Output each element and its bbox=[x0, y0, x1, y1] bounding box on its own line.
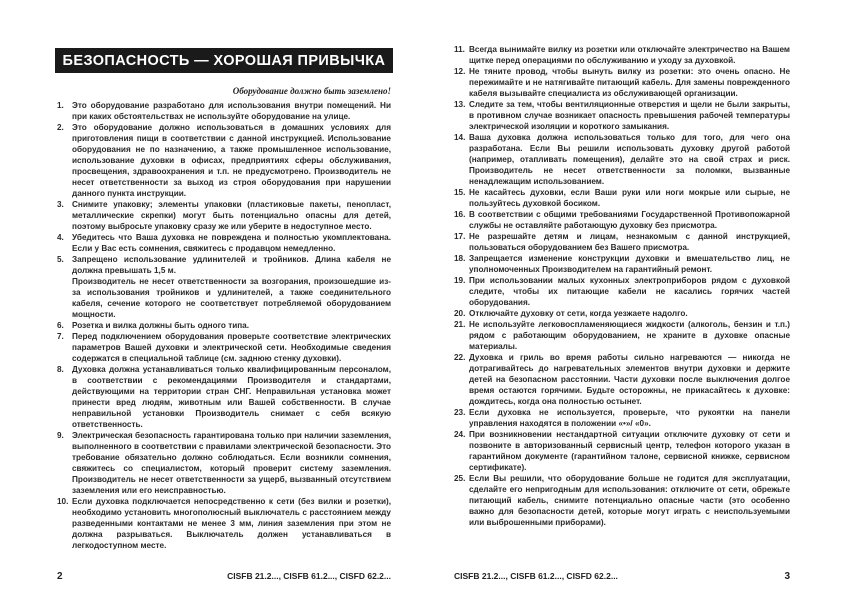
item-number: 2. bbox=[57, 123, 64, 132]
item-text: Это оборудование разработано для использования внутри помещений. Ни при каких обстоятельствах не используйте оборудование на улице. bbox=[72, 101, 391, 121]
item-text: Если Вы решили, что оборудование больше не годится для эксплуатации, сделайте его непригодным для использования: отключите от сети, обрежьте питающий кабель, снимите потенциально опасные части (это особенно важно для безопасности детей, которые могут играть с неиспользуемыми или выброшенными приборами). bbox=[469, 474, 790, 527]
item-text: Запрещено использование удлинителей и тройников. Длина кабеля не должна превышать 1,5 м. bbox=[72, 255, 391, 275]
safety-list bbox=[57, 100, 391, 551]
safety-item bbox=[454, 187, 790, 209]
item-text-block bbox=[469, 473, 790, 528]
grounding-warning: Оборудование должно быть заземлено! bbox=[232, 86, 391, 96]
item-text: В соответствии с общими требованиями Государственной Противопожарной службы не оставляйте работающую духовку без присмотра. bbox=[469, 210, 790, 230]
page-footer bbox=[454, 564, 790, 583]
item-number: 23. bbox=[454, 408, 466, 417]
item-text-block bbox=[469, 44, 790, 66]
item-number: 21. bbox=[454, 320, 466, 329]
safety-item bbox=[57, 430, 391, 496]
safety-item bbox=[454, 44, 790, 66]
safety-item bbox=[57, 232, 391, 254]
model-numbers: CISFB 21.2..., CISFB 61.2..., CISFD 62.2... bbox=[227, 571, 391, 581]
item-text-block bbox=[469, 231, 790, 253]
item-text: Не тяните провод, чтобы вынуть вилку из розетки: это очень опасно. Не пережимайте и не натягивайте питающий кабель. Для замены поврежденного кабеля вызывайте специалиста из обслуживающей организации. bbox=[469, 67, 790, 98]
item-number: 25. bbox=[454, 474, 466, 483]
item-number: 19. bbox=[454, 276, 466, 285]
item-number: 13. bbox=[454, 100, 466, 109]
safety-item bbox=[454, 253, 790, 275]
item-number: 1. bbox=[57, 101, 64, 110]
item-text: Не разрешайте детям и лицам, незнакомым с данной инструкцией, пользоваться оборудованием без Вашего присмотра. bbox=[469, 232, 790, 252]
item-text-block bbox=[469, 308, 790, 319]
item-text: Если духовка подключается непосредственно к сети (без вилки и розетки), необходимо установить многополюсный выключатель с расстоянием между разведенными контактами не менее 3 мм, линия заземления при этом не должна разрываться. Выключатель должен устанавливаться в легкодоступном месте. bbox=[72, 497, 391, 550]
safety-item bbox=[454, 209, 790, 231]
item-text: Всегда вынимайте вилку из розетки или отключайте электричество на Вашем щитке перед операциями по обслуживанию и уходу за духовкой. bbox=[469, 45, 790, 65]
item-text-block bbox=[469, 132, 790, 187]
item-text: Розетка и вилка должны быть одного типа. bbox=[72, 321, 250, 330]
item-number: 10. bbox=[57, 497, 69, 506]
item-text-block bbox=[469, 66, 790, 99]
safety-item bbox=[454, 275, 790, 308]
safety-item bbox=[57, 496, 391, 551]
item-text-block bbox=[469, 209, 790, 231]
safety-list bbox=[454, 44, 790, 528]
item-number: 22. bbox=[454, 353, 466, 362]
item-number: 18. bbox=[454, 254, 466, 263]
item-text-block bbox=[72, 100, 391, 122]
item-text-block bbox=[469, 275, 790, 308]
item-text: Убедитесь что Ваша духовка не повреждена и полностью укомплектована. Если у Вас есть сомнения, свяжитесь с продавцом немедленно. bbox=[72, 233, 391, 253]
item-text: Это оборудование должно использоваться в домашних условиях для приготовления пищи в соответствии с данной инструкцией. Использование оборудования не по назначению, а также промышленное использование, использование духовки в офисах, предприятиях сферы обслуживания, просвещения, здравоохранения и т.п. не предусмотрено. Производитель не несет ответственности за выход из строя оборудования при нарушении данного пункта инструкции. bbox=[72, 123, 391, 198]
item-text: Духовка должна устанавливаться только квалифицированным персоналом, в соответствии с рекомендациями Производителя и стандартами, действующими на территории стран СНГ. Неправильная установка может принести вред людям, животным или Вашей собственности. В случае неправильной установки Производитель снимает с себя всякую ответственность. bbox=[72, 365, 391, 429]
item-text: Не используйте легковоспламеняющиеся жидкости (алкоголь, бензин и т.п.) рядом с работающим оборудованием, не храните в духовке опасные материалы. bbox=[469, 320, 790, 351]
item-number: 8. bbox=[57, 365, 64, 374]
item-text: При использовании малых кухонных электроприборов рядом с духовкой следите, чтобы их питающие кабели не касались горячих частей оборудования. bbox=[469, 276, 790, 307]
item-number: 14. bbox=[454, 133, 466, 142]
item-number: 4. bbox=[57, 233, 64, 242]
right-page bbox=[421, 0, 842, 595]
item-text-block bbox=[72, 320, 391, 331]
safety-item bbox=[57, 100, 391, 122]
safety-item bbox=[57, 122, 391, 199]
item-text-block bbox=[72, 122, 391, 199]
item-text: При возникновении нестандартной ситуации отключите духовку от сети и позвоните в авторизованный сервисный центр, телефон которого указан в гарантийном документе (гарантийном талоне, сервисной книжке, сервисном сертификате). bbox=[469, 430, 790, 472]
item-number: 17. bbox=[454, 232, 466, 241]
item-text: Перед подключением оборудования проверьте соответствие электрических параметров Вашей духовки и электрической сети. Необходимые сведения содержатся в специальной таблице (см. заднюю стенку духовки). bbox=[72, 332, 391, 363]
item-text: Не касайтесь духовки, если Ваши руки или ноги мокрые или сырые, не пользуйтесь духовкой босиком. bbox=[469, 188, 790, 208]
safety-item bbox=[454, 308, 790, 319]
item-number: 7. bbox=[57, 332, 64, 341]
safety-item bbox=[57, 320, 391, 331]
safety-item bbox=[454, 407, 790, 429]
safety-item bbox=[454, 231, 790, 253]
item-number: 5. bbox=[57, 255, 64, 264]
item-number: 9. bbox=[57, 431, 64, 440]
item-text-block bbox=[469, 253, 790, 275]
item-text-block bbox=[72, 430, 391, 496]
item-text: Запрещается изменение конструкции духовки и вмешательство лиц, не уполномоченных Производителем на гарантийный ремонт. bbox=[469, 254, 790, 274]
item-number: 12. bbox=[454, 67, 466, 76]
item-number: 15. bbox=[454, 188, 466, 197]
safety-item bbox=[57, 254, 391, 320]
page-number: 2 bbox=[57, 571, 63, 582]
item-text-block bbox=[469, 429, 790, 473]
page-number: 3 bbox=[784, 571, 790, 582]
item-text-block bbox=[469, 99, 790, 132]
safety-item bbox=[57, 199, 391, 232]
item-number: 20. bbox=[454, 309, 466, 318]
item-text-block bbox=[72, 232, 391, 254]
item-text: Отключайте духовку от сети, когда уезжаете надолго. bbox=[469, 309, 688, 318]
safety-item bbox=[454, 66, 790, 99]
item-number: 16. bbox=[454, 210, 466, 219]
item-text: Духовка и гриль во время работы сильно нагреваются — никогда не дотрагивайтесь до нагревательных элементов внутри духовки и держите детей на безопасном расстоянии. Части духовки после выключения долгое время остаются горячими. Будьте осторожны, не прикасайтесь к духовке: дождитесь, когда она полностью остынет. bbox=[469, 353, 790, 406]
item-number: 24. bbox=[454, 430, 466, 439]
item-number: 11. bbox=[454, 45, 465, 54]
safety-item bbox=[454, 352, 790, 407]
item-text: Следите за тем, чтобы вентиляционные отверстия и щели не были закрыты, в противном случае возникает опасность превышения рабочей температуры электрической изоляции и короткого замыкания. bbox=[469, 100, 790, 131]
item-text-block bbox=[72, 496, 391, 551]
section-header: БЕЗОПАСНОСТЬ — ХОРОШАЯ ПРИВЫЧКА bbox=[55, 48, 393, 73]
item-text: Ваша духовка должна использоваться только для того, для чего она разработана. Если Вы решили использовать духовку другой работой (например, отапливать помещения), делайте это на свой страх и риск. Производитель не несет ответственности за поломки, вызванные ненадлежащим использованием. bbox=[469, 133, 790, 186]
item-number: 6. bbox=[57, 321, 64, 330]
item-text-block bbox=[469, 407, 790, 429]
safety-item bbox=[454, 473, 790, 528]
left-column bbox=[57, 100, 391, 583]
item-text-block bbox=[469, 187, 790, 209]
item-text-block bbox=[469, 352, 790, 407]
item-note: Производитель не несет ответственности за возгорания, произошедшие из-за использования тройников и удлинителей, а также соединительного кабеля, сечение которого не соответствует потребляемой оборудованием мощности. bbox=[72, 277, 391, 319]
item-text-block bbox=[469, 319, 790, 352]
page-footer bbox=[57, 564, 391, 583]
item-text: Если духовка не используется, проверьте, что рукоятки на панели управления находятся в положении «•»/ «0». bbox=[469, 408, 790, 428]
item-text-block bbox=[72, 254, 391, 320]
item-text-block bbox=[72, 199, 391, 232]
item-text-block bbox=[72, 364, 391, 430]
item-number: 3. bbox=[57, 200, 64, 209]
item-text: Электрическая безопасность гарантирована только при наличии заземления, выполненного в соответствии с правилами электрической безопасности. Это требование обязательно должно соблюдаться. Если возникли сомнения, свяжитесь со специалистом, который проверит систему заземления. Производитель не несет ответственности за ущерб, вызванный отсутствием заземления или его неисправностью. bbox=[72, 431, 391, 495]
safety-item bbox=[454, 429, 790, 473]
right-column bbox=[454, 44, 790, 583]
safety-item bbox=[57, 364, 391, 430]
model-numbers: CISFB 21.2..., CISFB 61.2..., CISFD 62.2... bbox=[454, 571, 618, 581]
item-text-block bbox=[72, 331, 391, 364]
safety-item bbox=[454, 99, 790, 132]
safety-item bbox=[57, 331, 391, 364]
safety-item bbox=[454, 319, 790, 352]
item-text: Снимите упаковку; элементы упаковки (пластиковые пакеты, пенопласт, металлические скрепки) могут быть потенциально опасны для детей, поэтому выбросьте упаковку сразу же или уберите в недоступное место. bbox=[72, 200, 391, 231]
safety-item bbox=[454, 132, 790, 187]
